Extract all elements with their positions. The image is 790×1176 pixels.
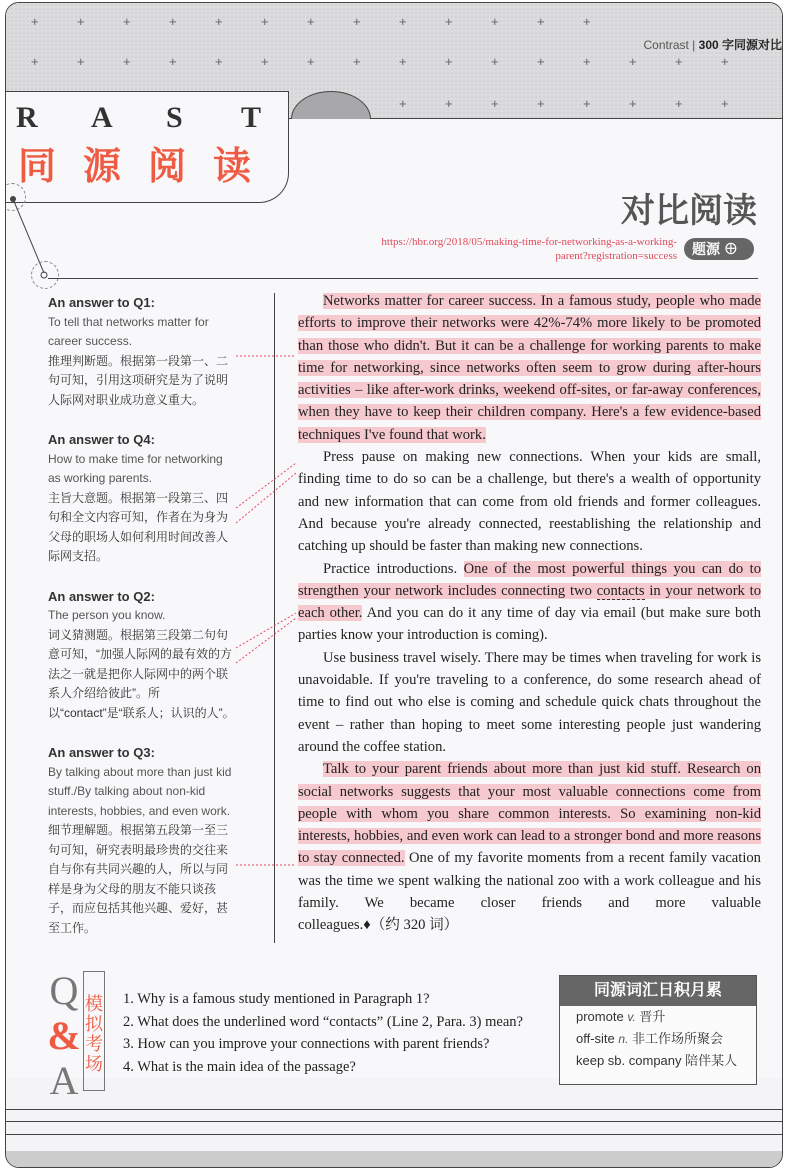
- page-edge: [6, 1121, 782, 1122]
- text: Practice introductions.: [323, 560, 464, 577]
- vocab-word: off-site: [576, 1031, 615, 1046]
- answer-cn: 推理判断题。根据第一段第一、二句可知，引用这项研究是为了说明人际网对职业成功意义重大。: [48, 353, 229, 407]
- qa-letter: &: [47, 1013, 81, 1058]
- vocab-meaning: 非工作场所聚会: [632, 1031, 724, 1046]
- cross-mark: +: [675, 96, 683, 111]
- cross-mark: +: [583, 14, 591, 29]
- bottom-band: [6, 1151, 782, 1168]
- title-char: 阅: [148, 146, 187, 188]
- question-item: 2. What does the underlined word “contacts” (Line 2, Para. 3) mean?: [123, 1013, 523, 1030]
- cross-mark: +: [169, 54, 177, 69]
- cross-mark: +: [353, 14, 361, 29]
- paragraph-1: [298, 290, 761, 446]
- cross-mark: +: [169, 14, 177, 29]
- cross-mark: +: [491, 54, 499, 69]
- vocab-box: [559, 975, 757, 1085]
- highlighted-text: in your network to each other.: [298, 582, 761, 622]
- paragraph-5: [298, 758, 761, 936]
- highlighted-text: Talk to your parent friends about more than just kid stuff. Research on social networks suggests that your most valuable connections come from people with whom you share common interests. So examining non-kid interests, hobbies, and even work can lead to a stronger bond and more reasons to stay connected.: [298, 761, 761, 867]
- letter: R: [16, 101, 38, 134]
- vocab-item: [560, 1028, 756, 1050]
- qa-letter: Q: [49, 968, 79, 1013]
- paragraph-4: Use business travel wisely. There may be times when traveling for work is unavoidable. If you're traveling to a conference, do some research ahead of time to find out who else is coming and schedule quick chats throughout the event – rather than hoping to meet some interesting people just wandering around the coffee station.: [298, 649, 761, 755]
- answer-cn: 词义猜测题。根据第三段第二句句意可知，“加强人际网的最有效的方法之一就是把你人际网中的两个联系人介绍给彼此”。所以“contact”是“联系人；认识的人”。: [48, 627, 235, 720]
- vocab-word: keep sb. company: [576, 1053, 682, 1068]
- cross-mark: +: [215, 14, 223, 29]
- source-badge: [684, 238, 754, 260]
- cross-mark: +: [307, 54, 315, 69]
- deco-connector: [6, 193, 66, 283]
- cross-mark: +: [537, 96, 545, 111]
- answer-title: An answer to Q4:: [48, 432, 155, 447]
- answer-q1: [48, 293, 238, 410]
- cross-mark: +: [31, 14, 39, 29]
- answer-title: An answer to Q1:: [48, 295, 155, 310]
- article-heading: 对比阅读: [621, 192, 757, 230]
- answer-leaders: [231, 343, 301, 883]
- section-en: Contrast: [643, 38, 689, 52]
- cross-mark: +: [261, 14, 269, 29]
- cross-mark: +: [77, 54, 85, 69]
- vocab-meaning: 晋升: [639, 1009, 666, 1024]
- cross-mark: +: [77, 14, 85, 29]
- underlined-word: contacts: [596, 582, 645, 599]
- url-line: https://hbr.org/2018/05/making-time-for-networking-as-a-working-: [381, 236, 677, 248]
- qa-letter: A: [49, 1058, 79, 1103]
- answer-en: To tell that networks matter for career success.: [48, 314, 209, 348]
- page-edge: [6, 1109, 782, 1110]
- cross-mark: +: [583, 96, 591, 111]
- answer-q4: [48, 430, 238, 567]
- letter: T: [241, 101, 262, 134]
- paragraph-3: [298, 558, 761, 647]
- answer-cn: 主旨大意题。根据第一段第三、四句和全文内容可知，作者在为身为父母的职场人如何利用时间改善人际网支招。: [48, 490, 229, 563]
- text: One of my favorite moments from a recent family vacation was the time we spent walking the national zoo with a work colleague and his family. We became closer friends and more valuable colleagues.: [298, 850, 761, 934]
- running-header: Contrast | 300 字同源对比: [643, 38, 782, 52]
- cross-mark: +: [721, 54, 729, 69]
- cross-mark: +: [353, 54, 361, 69]
- cross-mark: +: [445, 14, 453, 29]
- cross-mark: +: [445, 54, 453, 69]
- question-list: [123, 988, 523, 1078]
- word-count: ♦（约 320 词）: [363, 917, 459, 934]
- cross-mark: +: [31, 54, 39, 69]
- answer-q3: [48, 743, 238, 938]
- vocab-item: [560, 1006, 756, 1028]
- cross-mark: +: [537, 14, 545, 29]
- answer-title: An answer to Q2:: [48, 588, 155, 604]
- cross-mark: +: [491, 14, 499, 29]
- title-char: 源: [83, 146, 122, 188]
- article-body: [298, 290, 761, 937]
- answer-title: An answer to Q3:: [48, 745, 155, 760]
- question-item: 4. What is the main idea of the passage?: [123, 1058, 356, 1075]
- url-line: parent?registration=success: [555, 250, 677, 262]
- cross-mark: +: [445, 96, 453, 111]
- cross-mark: +: [491, 96, 499, 111]
- cross-mark: +: [307, 14, 315, 29]
- answer-q2: [48, 587, 238, 724]
- cross-mark: +: [399, 96, 407, 111]
- answer-column: [48, 293, 238, 958]
- vocab-title: 同源词汇日积月累: [560, 976, 756, 1006]
- vocab-pos: n.: [618, 1032, 629, 1046]
- vocab-word: promote: [576, 1009, 624, 1024]
- cross-mark: +: [629, 54, 637, 69]
- vocab-pos: v.: [627, 1010, 636, 1024]
- banner-title: [18, 135, 278, 190]
- badge-label: 题源: [692, 241, 720, 257]
- page-edge: [6, 1134, 782, 1135]
- cross-mark: +: [261, 54, 269, 69]
- answer-cn: 细节理解题。根据第五段第一至三句可知，研究表明最珍贵的交往来自与你有共同兴趣的人，所以与同样是身为父母的朋友不能只谈孩子，而应包括其他兴趣、爱好，甚至工作。: [48, 823, 229, 935]
- title-char: 读: [213, 146, 252, 188]
- cross-mark: +: [123, 54, 131, 69]
- highlighted-text: Networks matter for career success. In a famous study, people who made efforts to improve their networks were 42%-74% more likely to be promoted than those who didn't. But it can be a challenge for working parents to make time for networking, since networks often seem to grow during after-hours activities – like after-work drinks, weekend off-sites, or far-away conferences, when they have to keep their children company. Here's a few evidence-based techniques I've found that work.: [298, 293, 761, 443]
- banner-letters: [16, 101, 316, 135]
- cross-mark: +: [399, 14, 407, 29]
- answer-en: How to make time for networking as working parents.: [48, 451, 223, 485]
- text: And you can do it any time of day via email (but make sure both parties know your introduction is coming).: [298, 605, 761, 644]
- source-url[interactable]: [381, 235, 677, 263]
- vocab-meaning: 陪伴某人: [685, 1053, 738, 1068]
- letter: A: [91, 101, 113, 134]
- cross-mark: +: [215, 54, 223, 69]
- question-item: 3. How can you improve your connections with parent friends?: [123, 1036, 490, 1052]
- cross-mark: +: [583, 54, 591, 69]
- cross-mark: +: [123, 14, 131, 29]
- highlighted-text: One of the most powerful things you can do to strengthen your network includes connecting two: [298, 560, 761, 599]
- title-char: 同: [18, 146, 57, 188]
- section-cn: 300 字同源对比: [698, 38, 782, 52]
- letter: S: [166, 101, 183, 134]
- magazine-page: [5, 2, 783, 1168]
- cross-mark: +: [675, 54, 683, 69]
- paragraph-2: Press pause on making new connections. When your kids are small, finding time to do so can be a challenge, but there's a wealth of opportunity and new information that can come from old friends and former colleagues. And because you're already connected, reestablishing the relationship and catching up should be faster than making new connections.: [298, 449, 761, 555]
- qa-label: 模拟考场: [83, 971, 105, 1091]
- question-item: 1. Why is a famous study mentioned in Paragraph 1?: [123, 991, 430, 1007]
- cross-mark: +: [399, 54, 407, 69]
- divider: [48, 278, 758, 279]
- qa-logo: [44, 968, 84, 1103]
- cross-mark: +: [629, 96, 637, 111]
- cross-mark: +: [537, 54, 545, 69]
- answer-en: The person you know.: [48, 608, 166, 622]
- vocab-item: [560, 1050, 756, 1071]
- answer-en: By talking about more than just kid stuff./By talking about non-kid interests, hobbies, and even work.: [48, 764, 232, 818]
- cross-mark: +: [721, 96, 729, 111]
- globe-icon: ⊕: [723, 241, 738, 257]
